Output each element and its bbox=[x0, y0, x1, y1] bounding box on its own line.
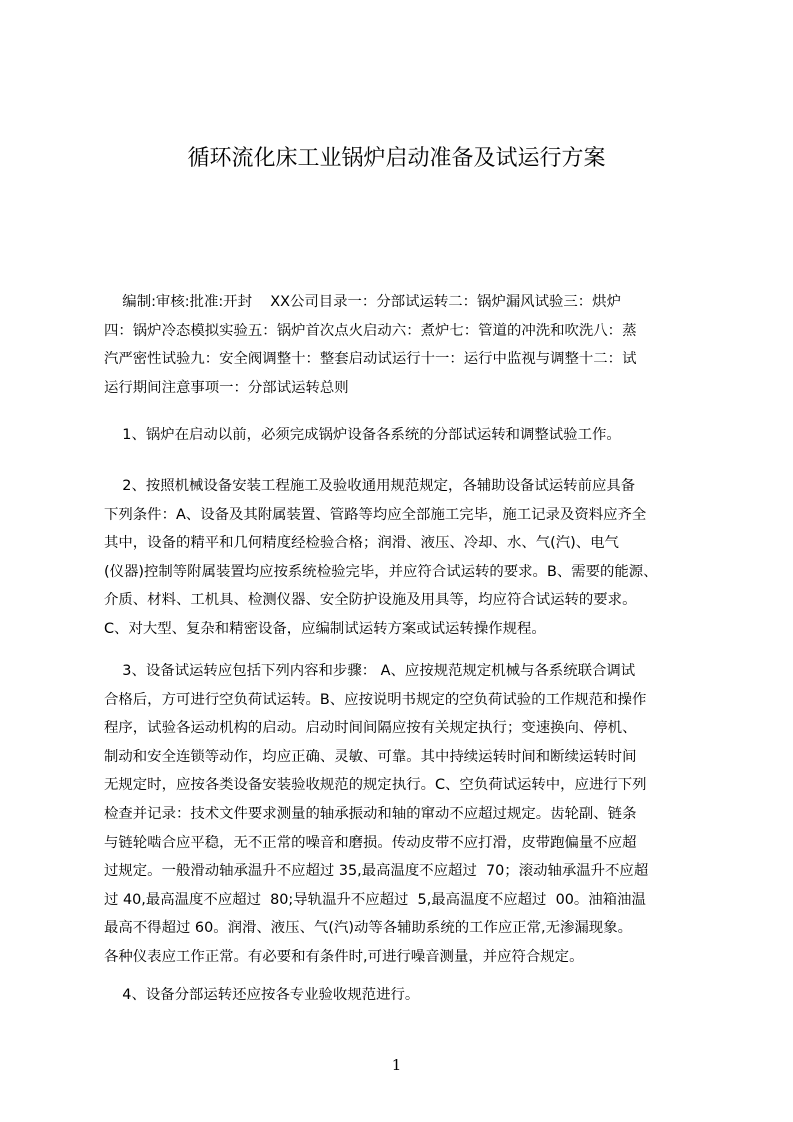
text-line: 1、锅炉在启动以前，必须完成锅炉设备各系统的分部试运转和调整试验工作。 bbox=[104, 427, 621, 443]
text-line: (仪器)控制等附属装置均应按系统检验完毕，并应符合试运转的要求。B、需要的能源、 bbox=[104, 563, 658, 580]
text-line: 合格后，方可进行空负荷试运转。B、应按说明书规定的空负荷试验的工作规范和操作 bbox=[104, 691, 647, 708]
text-line: 检查并记录：技术文件要求测量的轴承振动和轴的窜动不应超过规定。齿轮副、链条 bbox=[104, 805, 637, 822]
text-line: C、对大型、复杂和精密设备，应编制试运转方案或试运转操作规程。 bbox=[104, 620, 546, 637]
text-line: 4、设备分部运转还应按各专业验收规范进行。 bbox=[104, 987, 420, 1003]
text-line: 介质、材料、工机具、检测仪器、安全防护设施及用具等，均应符合试运转的要求。 bbox=[104, 592, 637, 609]
text-line: 运行期间注意事项一：分部试运转总则 bbox=[104, 379, 349, 396]
text-line: 过规定。一般滑动轴承温升不应超过 35,最高温度不应超过 70；滚动轴承温升不应超 bbox=[104, 863, 649, 880]
text-line: 3、设备试运转应包括下列内容和步骤： A、应按规范规定机械与各系统联合调试 bbox=[104, 663, 636, 679]
paragraph-1 bbox=[104, 421, 709, 450]
document-title: 循环流化床工业锅炉启动准备及试运行方案 bbox=[187, 146, 606, 171]
page-number: 1 bbox=[391, 1056, 402, 1074]
paragraph-2 bbox=[104, 472, 709, 644]
text-line: 编制:审核:批准:开封 XX公司目录一：分部试运转二：锅炉漏风试验三：烘炉 bbox=[104, 294, 621, 310]
text-line: 汽严密性试验九：安全阀调整十：整套启动试运行十一：运行中监视与调整十二：试 bbox=[104, 351, 637, 368]
text-line: 下列条件：A、设备及其附属装置、管路等均应全部施工完毕，施工记录及资料应齐全 bbox=[104, 506, 647, 523]
text-line: 程序，试验各运动机构的启动。启动时间间隔应按有关规定执行；变速换向、停机、 bbox=[104, 720, 637, 737]
text-line: 最高不得超过 60。润滑、液压、气(汽)动等各辅助系统的工作应正常,无渗漏现象。 bbox=[104, 920, 632, 937]
text-line: 制动和安全连锁等动作，均应正确、灵敏、可靠。其中持续运转时间和断续运转时间 bbox=[104, 748, 637, 765]
paragraph-3 bbox=[104, 657, 709, 972]
text-line: 四：锅炉冷态模拟实验五：锅炉首次点火启动六：煮炉七：管道的冲洗和吹洗八：蒸 bbox=[104, 322, 637, 339]
text-line: 过 40,最高温度不应超过 80;导轨温升不应超过 5,最高温度不应超过 00。油箱油温 bbox=[104, 891, 646, 908]
text-line: 各种仪表应工作正常。有必要和有条件时,可进行噪音测量，并应符合规定。 bbox=[104, 948, 584, 965]
text-line: 无规定时，应按各类设备安装验收规范的规定执行。C、空负荷试运转中，应进行下列 bbox=[104, 777, 647, 794]
text-line: 2、按照机械设备安装工程施工及验收通用规范规定，各辅助设备试运转前应具备 bbox=[104, 478, 636, 494]
text-line: 与链轮啮合应平稳，无不正常的噪音和磨损。传动皮带不应打滑，皮带跑偏量不应超 bbox=[104, 834, 637, 851]
meta-paragraph bbox=[104, 288, 709, 402]
text-line: 其中，设备的精平和几何精度经检验合格；润滑、液压、冷却、水、气(汽)、电气 bbox=[104, 535, 619, 552]
paragraph-4 bbox=[104, 981, 709, 1010]
